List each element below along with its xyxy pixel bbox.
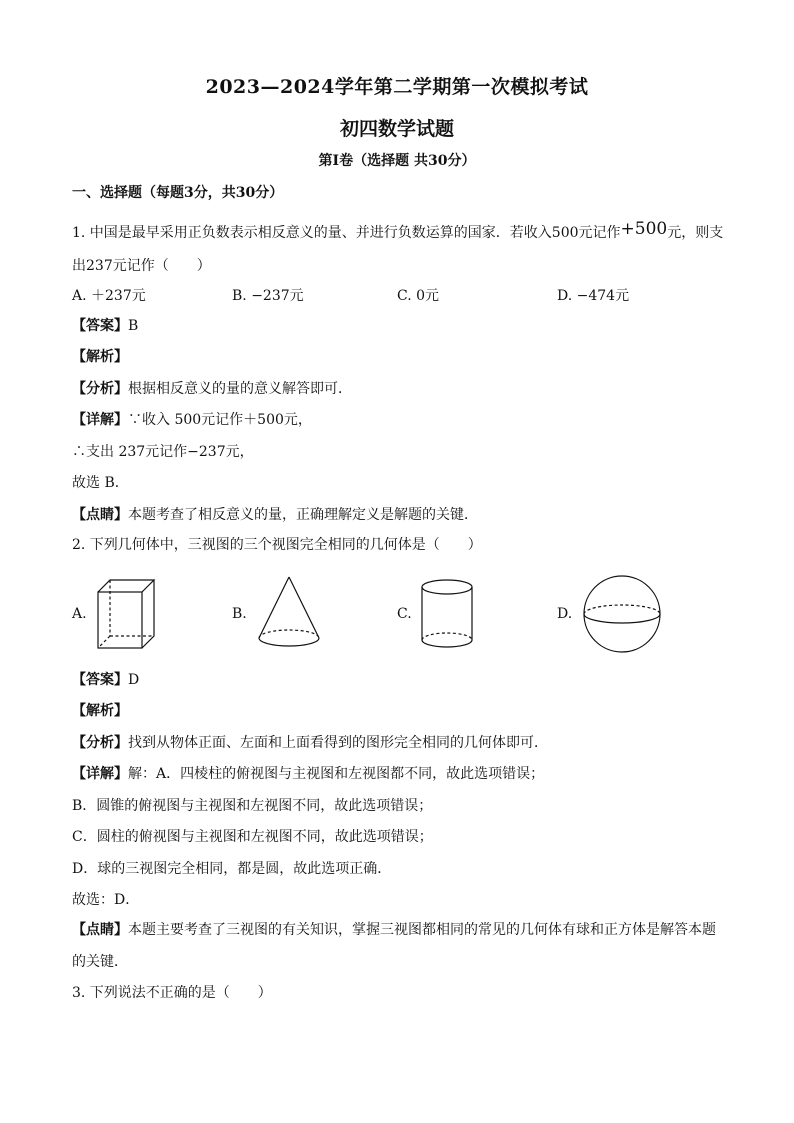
cylinder-figure: [418, 576, 476, 652]
q2-detail-line2: B．圆锥的俯视图与主视图和左视图不同，故此选项错误；: [72, 798, 433, 814]
q2-comment-tag: 【点睛】: [72, 922, 128, 938]
cone-base-front: [259, 638, 319, 646]
q2-comment-line1: 本题主要考查了三视图的有关知识，掌握三视图都相同的常见的几何体有球和正方体是解答本题: [128, 922, 716, 938]
q1-answer-tag: 【答案】: [72, 318, 128, 334]
cylinder-top: [422, 580, 472, 594]
sphere-equator-back: [584, 605, 660, 614]
q2-detail-line3: C．圆柱的俯视图与主视图和左视图不同，故此选项错误；: [72, 829, 433, 845]
q1-detail-tag: 【详解】: [72, 412, 128, 428]
q1-answer-value: B: [128, 318, 139, 334]
q2-fenxi-text: 找到从物体正面、左面和上面看得到的图形完全相同的几何体即可．: [128, 735, 548, 751]
exam-subtitle: 初四数学试题: [339, 118, 454, 140]
q2-comment-line2: 的关键．: [72, 954, 128, 970]
q1-detail-line2: ∴支出 237元记作−237元，: [72, 444, 254, 460]
q1-option-c: C. 0元: [397, 288, 440, 304]
cone-right-edge: [289, 577, 319, 638]
volume-heading: 第Ⅰ卷（选择题 共30分）: [318, 153, 476, 169]
q1-comment: [72, 505, 478, 525]
q3-stem: 3. 下列说法不正确的是（ ）: [72, 985, 272, 1001]
q2-fenxi: [72, 733, 548, 753]
q2-label-d: D.: [557, 606, 573, 622]
q2-label-a: A.: [72, 606, 87, 622]
exam-title: 2023—2024学年第二学期第一次模拟考试: [205, 76, 589, 98]
q1-fenxi-text: 根据相反意义的量的意义解答即可．: [128, 381, 352, 397]
q1-analysis: [72, 347, 128, 367]
q2-detail-line4: D．球的三视图完全相同，都是圆，故此选项正确．: [72, 861, 392, 877]
q2-comment: [72, 920, 716, 940]
q2-answer: [72, 670, 139, 690]
q2-analysis: [72, 701, 128, 721]
q2-detail-tag: 【详解】: [72, 766, 128, 782]
sphere-figure: [580, 574, 664, 654]
q1-detail-line1: ∵收入 500元记作＋500元，: [128, 412, 312, 428]
q1-stem-line1: [72, 219, 724, 243]
q1-stem-b: 元，则支: [667, 225, 724, 241]
q1-detail: [72, 410, 312, 430]
q1-comment-text: 本题考查了相反意义的量，正确理解定义是解题的关键．: [128, 507, 478, 523]
q1-fenxi: [72, 379, 352, 399]
cylinder-base-back: [422, 633, 472, 640]
q1-stem-value: +500: [620, 219, 668, 239]
q2-detail: [72, 764, 544, 784]
cone-left-edge: [259, 577, 289, 638]
q1-stem-a: 1. 中国是最早采用正负数表示相反意义的量、并进行负数运算的国家．若收入500元记作: [72, 225, 621, 241]
cone-figure: [255, 574, 323, 652]
q1-analysis-tag: 【解析】: [72, 349, 128, 365]
q1-comment-tag: 【点睛】: [72, 507, 128, 523]
sphere-outline: [584, 576, 660, 652]
cylinder-base-front: [422, 640, 472, 647]
q1-stem-line2: 出237元记作（ ）: [72, 258, 211, 274]
q2-stem: 2. 下列几何体中，三视图的三个视图完全相同的几何体是（ ）: [72, 537, 482, 553]
q2-fenxi-tag: 【分析】: [72, 735, 128, 751]
cuboid-front-face: [98, 592, 142, 648]
sphere-equator-front: [584, 614, 660, 623]
section-heading: 一、选择题（每题3分，共30分）: [72, 185, 284, 201]
cone-base-back: [259, 630, 319, 638]
q2-analysis-tag: 【解析】: [72, 703, 128, 719]
q2-label-c: C.: [397, 606, 412, 622]
q1-option-b: B. −237元: [232, 288, 304, 304]
cuboid-hidden-depth: [98, 636, 110, 648]
q1-answer: [72, 316, 138, 336]
cuboid-figure: [94, 576, 158, 652]
cuboid-top-face: [98, 580, 154, 592]
q2-answer-tag: 【答案】: [72, 672, 128, 688]
q2-answer-value: D: [128, 672, 140, 688]
q2-detail-line1: 解：A．四棱柱的俯视图与主视图和左视图都不同，故此选项错误；: [128, 766, 545, 782]
q1-option-d: D. −474元: [557, 288, 630, 304]
q1-fenxi-tag: 【分析】: [72, 381, 128, 397]
q1-detail-line3: 故选 B．: [72, 475, 129, 491]
q2-label-b: B.: [232, 606, 247, 622]
q2-detail-line5: 故选：D．: [72, 892, 140, 908]
q1-option-a: A. ＋237元: [72, 288, 146, 304]
